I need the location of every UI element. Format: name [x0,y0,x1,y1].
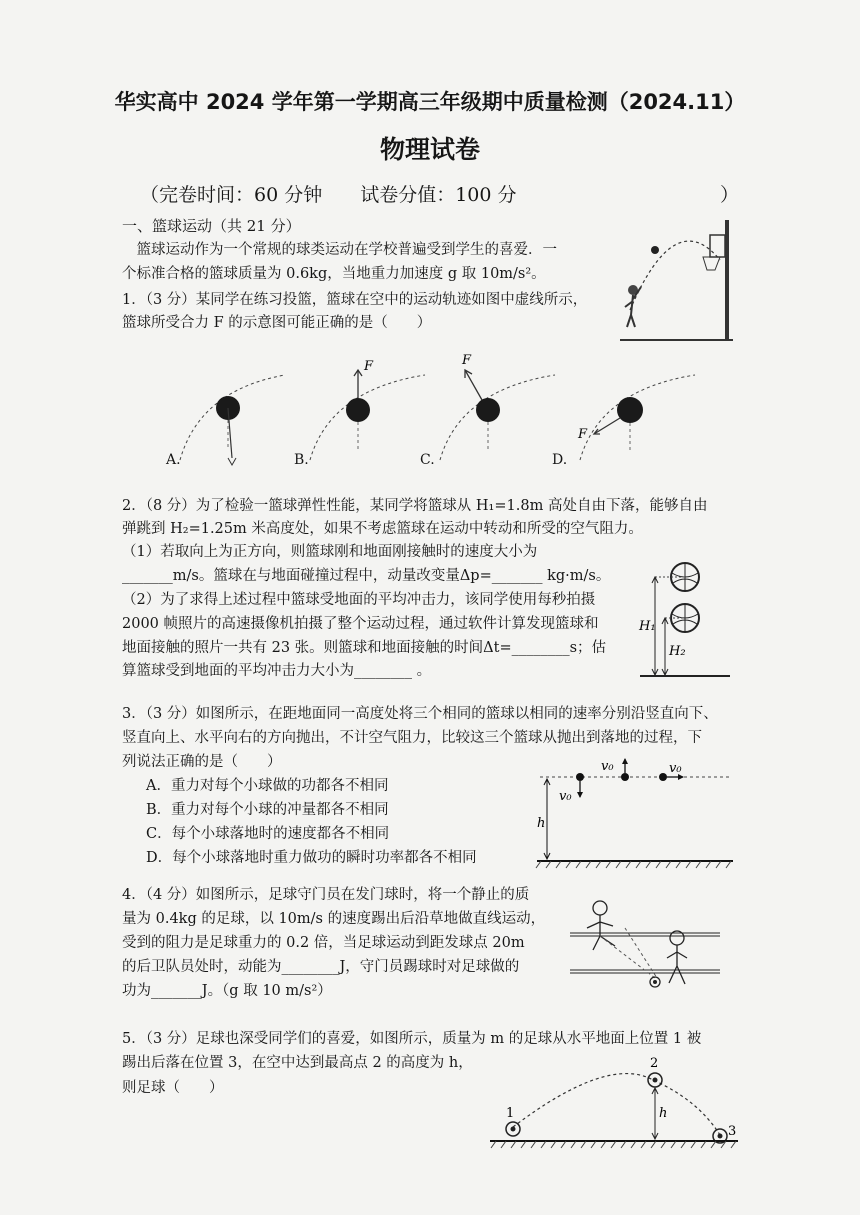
q4-line: 量为 0.4kg 的足球，以 10m/s 的速度踢出后沿草地做直线运动， [122,911,546,927]
q5-line: 则足球（ ） [122,1080,224,1096]
q1-line: 1．（3 分）某同学在练习投篮，篮球在空中的运动轨迹如图中虚线所示， [122,292,588,308]
force-label: F [462,353,472,368]
section-intro-line: 篮球运动作为一个常规的球类运动在学校普遍受到学生的喜爱．一 [122,242,557,258]
q2-line: （2）为了求得上述过程中篮球受地面的平均冲击力，该同学使用每秒拍摄 [122,592,596,608]
force-label: F [364,359,374,374]
q2-line: 2000 帧照片的高速摄像机拍摄了整个运动过程，通过软件计算发现篮球和 [122,616,599,632]
q2-line: 地面接触的照片一共有 23 张。则篮球和地面接触的时间Δt=________s；估 [122,640,607,656]
v0-label: v₀ [559,789,572,804]
q3-line: 3．（3 分）如图所示，在距地面同一高度处将三个相同的篮球以相同的速率分别沿竖直向下、 [122,706,718,722]
q2-line: _______m/s。篮球在与地面碰撞过程中，动量改变量Δp=_______ kg·m/s。 [122,568,611,584]
basketball-hoop-figure [615,215,745,345]
q4-goalkeeper-figure [565,898,725,993]
position-3-label: 3 [728,1124,737,1139]
q3-throw-figure [535,755,735,870]
q2-line: 算篮球受到地面的平均冲击力大小为________ 。 [122,663,432,679]
q3-option: D．每个小球落地时重力做功的瞬时功率都各不相同 [146,850,477,866]
q5-line: 5．（3 分）足球也深受同学们的喜爱，如图所示，质量为 m 的足球从水平地面上位置 1 被 [122,1031,702,1047]
section-intro-line: 个标准合格的篮球质量为 0.6kg，当地重力加速度 g 取 10m/s²。 [122,266,546,282]
q2-line: 2．（8 分）为了检验一篮球弹性性能，某同学将篮球从 H₁=1.8m 高处自由下落，能够自由 [122,498,708,514]
h2-label: H₂ [669,644,686,659]
exam-title: 华实高中 2024 学年第一学期高三年级期中质量检测（2024.11） [114,90,746,114]
exam-subtitle: 物理试卷 [379,135,480,164]
q1-option-a-figure [170,370,290,470]
v0-label: v₀ [601,759,614,774]
q1-option-b-label: B. [294,452,309,468]
exam-time-info [140,180,740,207]
q2-line: （1）若取向上为正方向，则篮球刚和地面刚接触时的速度大小为 [122,544,538,560]
q1-option-a-label: A. [166,452,181,468]
time-info-text: （完卷时间：60 分钟 试卷分值：100 分 [140,184,517,206]
q3-option: A．重力对每个小球做的功都各不相同 [146,778,389,794]
q4-line: 的后卫队员处时，动能为________J，守门员踢球时对足球做的 [122,959,520,975]
q1-option-d-figure [570,370,700,470]
q3-line: 列说法正确的是（ ） [122,754,282,770]
v0-label: v₀ [669,761,682,776]
force-label: F [578,427,588,442]
q1-option-b-figure [300,359,430,470]
position-1-label: 1 [506,1106,515,1121]
q3-option: C．每个小球落地时的速度都各不相同 [146,826,390,842]
closing-paren: ） [720,184,740,206]
q1-option-c-label: C. [420,452,435,468]
h-label: h [659,1106,668,1121]
q1-option-d-label: D. [552,452,568,468]
h1-label: H₁ [639,619,656,634]
q3-line: 竖直向上、水平向右的方向抛出，不计空气阻力，比较这三个篮球从抛出到落地的过程，下 [122,730,702,746]
q5-trajectory-figure [488,1055,748,1150]
q5-line: 踢出后落在位置 3，在空中达到最高点 2 的高度为 h， [122,1055,473,1071]
q4-line: 功为_______J。（g 取 10 m/s²） [122,983,332,999]
q1-option-c-figure [430,353,560,470]
q1-line: 篮球所受合力 F 的示意图可能正确的是（ ） [122,315,432,331]
position-2-label: 2 [650,1056,659,1071]
q2-bounce-figure [635,555,735,685]
q4-line: 受到的阻力是足球重力的 0.2 倍，当足球运动到距发球点 20m [122,935,525,951]
section-heading: 一、篮球运动（共 21 分） [122,217,301,235]
q3-option: B．重力对每个小球的冲量都各不相同 [146,802,389,818]
h-label: h [537,816,546,831]
q4-line: 4．（4 分）如图所示，足球守门员在发门球时，将一个静止的质 [122,887,530,903]
q2-line: 弹跳到 H₂=1.25m 米高度处，如果不考虑篮球在运动中转动和所受的空气阻力。 [122,521,643,537]
